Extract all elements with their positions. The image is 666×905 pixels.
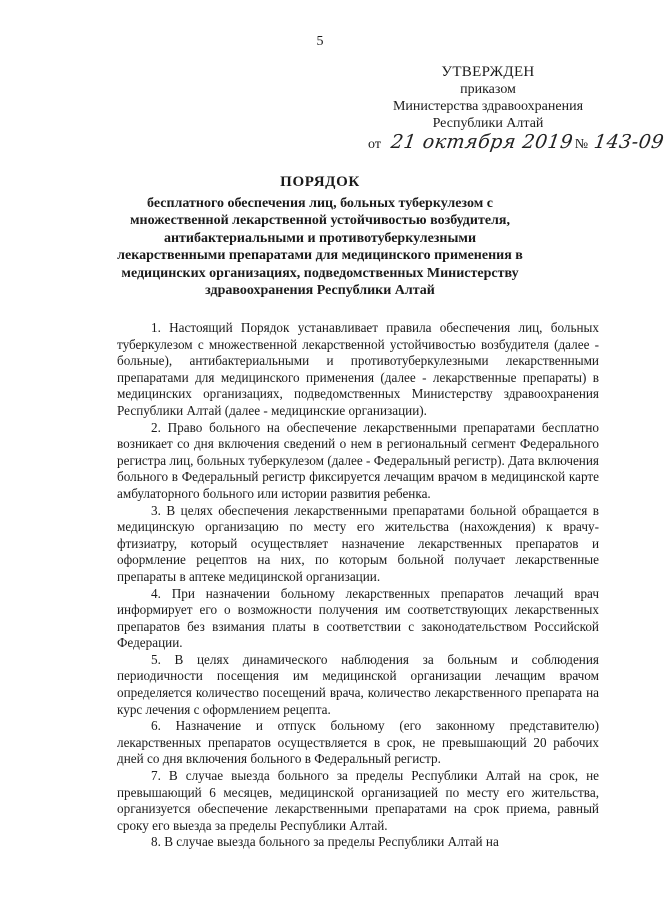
document-title bbox=[110, 174, 530, 300]
paragraph-5: 5. В целях динамического наблюдения за больным и соблюдения периодичности посещения им медицинской организации лечащим врачом определяется количество посещений врача, количество лекарственного препарата на курс лечения с оформлением рецепта. bbox=[117, 651, 599, 717]
approval-number-label: № bbox=[574, 137, 589, 152]
page-number: 5 bbox=[316, 34, 324, 49]
paragraph-6: 6. Назначение и отпуск больному (его законному представителю) лекарственных препаратов осуществляется в срок, не превышающий 20 рабочих дней со дня включения больного в Федеральный регистр. bbox=[117, 718, 599, 767]
paragraph-8: 8. В случае выезда больного за пределы Республики Алтай на bbox=[151, 834, 499, 850]
paragraph-2: 2. Право больного на обеспечение лекарственными препаратами бесплатно возникает со дня включения сведений о нем в региональный сегмент Федерального регистра лиц, больных туберкулезом (далее - Федеральный регистр). Дата включения больного в Федеральный регистр фиксируется лечащим врачом в медицинской карте амбулаторного больного или истории развития ребенка. bbox=[117, 419, 599, 501]
approval-stamp-block bbox=[368, 64, 666, 153]
paragraph-4: 4. При назначении больному лекарственных препаратов лечащий врач информирует его о возможности получения им соответствующих лекарственных препаратов без взимания платы в соответствии с законодательством Российской Федерации. bbox=[117, 585, 599, 651]
document-body bbox=[117, 320, 599, 851]
approval-republic-line: Республики Алтай bbox=[432, 116, 544, 131]
approval-from-label: от bbox=[368, 137, 381, 152]
title-heading: ПОРЯДОК bbox=[280, 174, 360, 190]
approval-order-line: приказом bbox=[460, 82, 516, 97]
approval-date-line bbox=[368, 131, 666, 153]
paragraph-1: 1. Настоящий Порядок устанавливает правила обеспечения лиц, больных туберкулезом с множественной лекарственной устойчивостью возбудителя (далее - больные), антибактериальными и противотуберкулезными лекарственными препаратами для медицинского применения (далее - лекарственные препараты) в медицинских организациях, подведомственных Министерству здравоохранения Республики Алтай (далее - медицинские организации). bbox=[117, 320, 599, 418]
paragraph-7: 7. В случае выезда больного за пределы Республики Алтай на срок, не превышающий 6 месяцев, медицинской организацией по месту его жительства, организуется обеспечение лекарственными препаратами на срок приема, равный сроку его выезда за пределы Республики Алтай. bbox=[117, 768, 599, 833]
handwritten-order-number: 143-09 bbox=[592, 131, 666, 153]
paragraph-3: 3. В целях обеспечения лекарственными препаратами больной обращается в медицинскую организацию по месту его жительства (нахождения) к врачу-фтизиатру, который осуществляет назначение лекарственных препаратов и оформление рецептов на них, по которым больной получает лекарственные препараты в аптеке медицинской организации. bbox=[117, 502, 599, 584]
approval-heading: УТВЕРЖДЕН bbox=[441, 64, 535, 80]
handwritten-date: 21 октября 2019 bbox=[389, 131, 575, 153]
approval-ministry-line: Министерства здравоохранения bbox=[392, 99, 584, 114]
title-subtitle: бесплатного обеспечения лиц, больных туберкулезом с множественной лекарственной устойчивостью возбудителя, антибактериальными и противотуберкулезными лекарственными препаратами для медицинского применения в медицинских организациях, подведомственных Министерству здравоохранения Республики Алтай bbox=[117, 195, 523, 298]
